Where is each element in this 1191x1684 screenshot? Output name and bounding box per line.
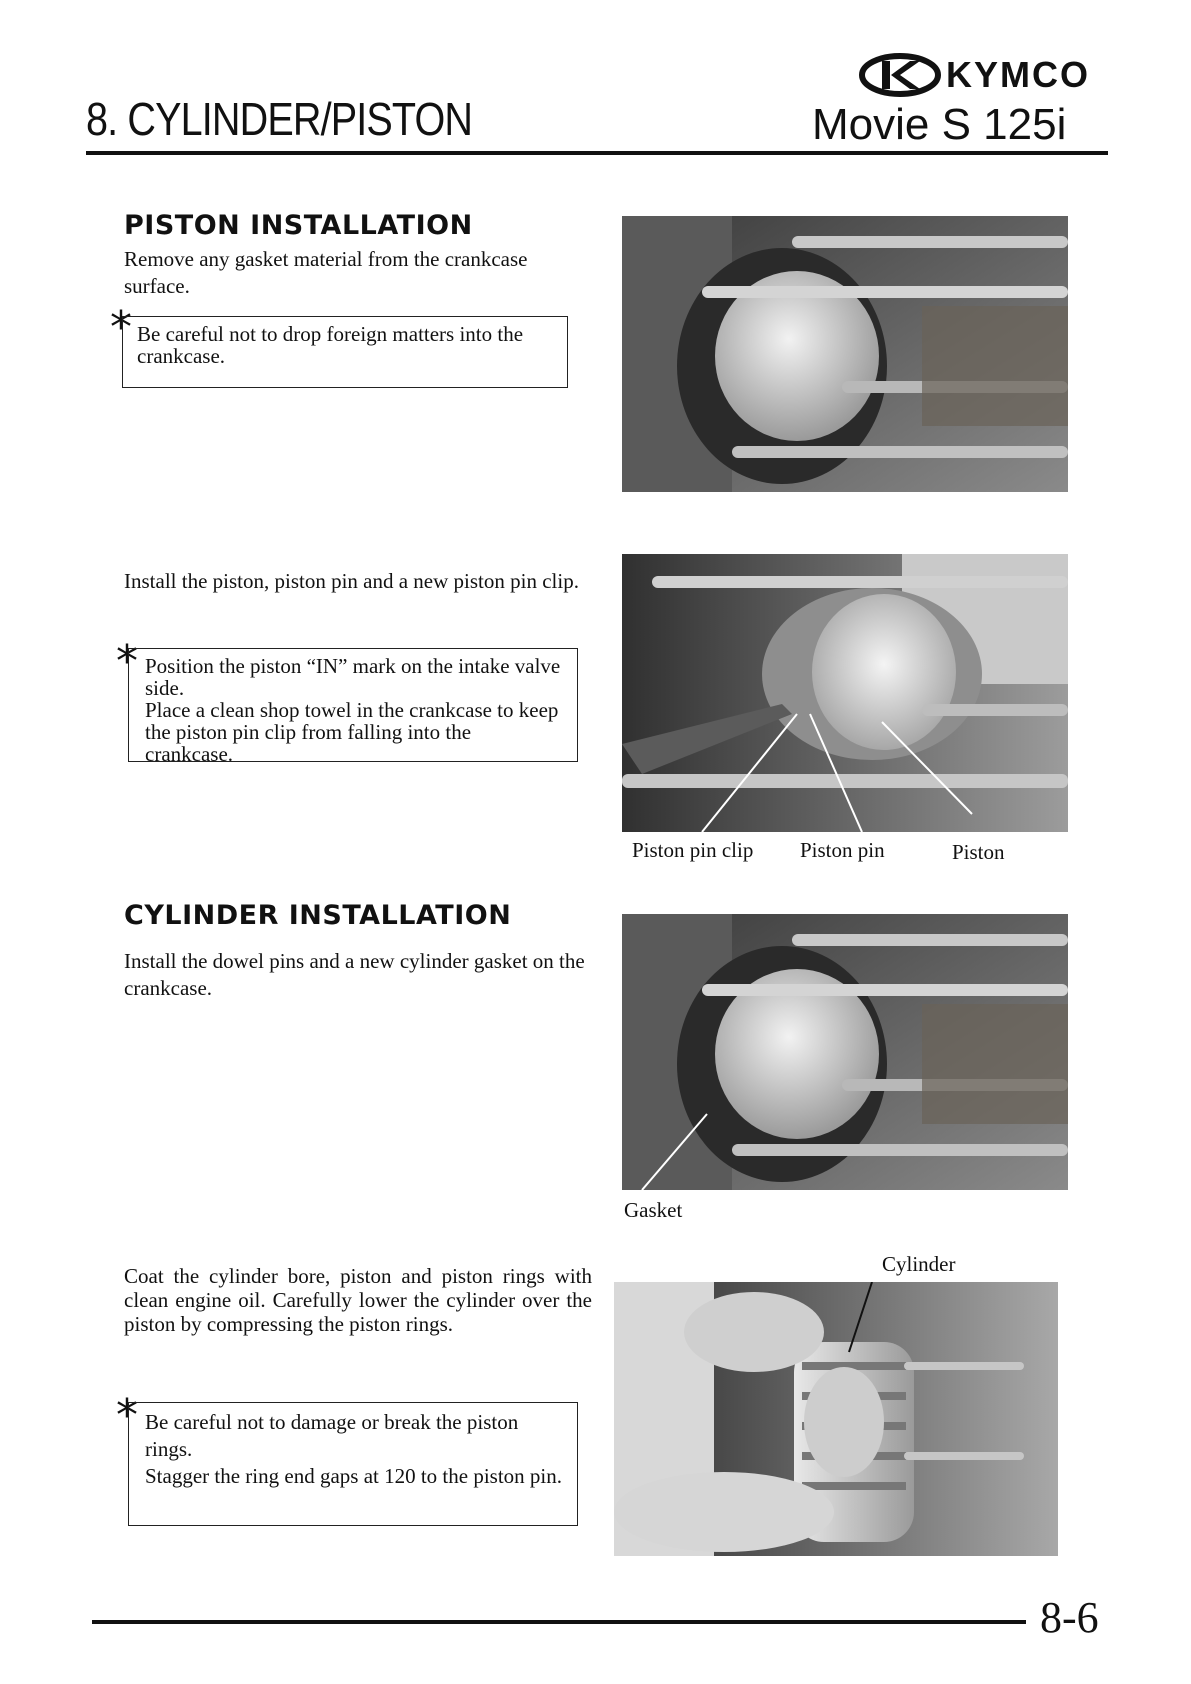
header-rule xyxy=(86,151,1108,155)
page-number: 8-6 xyxy=(1040,1593,1099,1642)
caution-note xyxy=(128,648,578,766)
step-text: Remove any gasket material from the crankcase surface. xyxy=(124,247,528,298)
note-text: Position the piston “IN” mark on the intake valve side. xyxy=(145,654,561,700)
note-marker: * xyxy=(116,636,138,687)
photo-crankcase-surface xyxy=(622,216,1068,492)
step-text: Install the dowel pins and a new cylinder gasket on the crankcase. xyxy=(124,949,585,1000)
chapter-title: 8. CYLINDER/PISTON xyxy=(86,93,473,145)
label-gasket: Gasket xyxy=(624,1198,683,1222)
note-marker: * xyxy=(110,302,132,353)
section-heading-piston-installation: PISTON INSTALLATION xyxy=(124,210,473,241)
label-piston: Piston xyxy=(952,840,1005,864)
note-marker: * xyxy=(116,1390,138,1441)
brand-logo xyxy=(858,52,1108,98)
label-piston-pin: Piston pin xyxy=(800,838,885,862)
photo-cylinder-gasket xyxy=(622,914,1068,1190)
label-cylinder: Cylinder xyxy=(882,1252,956,1276)
note-text: Be careful not to drop foreign matters into the crankcase. xyxy=(137,322,524,368)
footer-rule xyxy=(92,1620,1026,1624)
section-heading-cylinder-installation: CYLINDER INSTALLATION xyxy=(124,900,512,931)
caution-note xyxy=(122,316,568,388)
photo-piston-pin-installation xyxy=(622,554,1068,832)
caution-note xyxy=(128,1402,578,1526)
brand-name: KYMCO xyxy=(946,54,1090,95)
model-name: Movie S 125i xyxy=(812,100,1067,149)
note-text: Place a clean shop towel in the crankcase to keep the piston pin clip from falling into the crankcase. xyxy=(145,698,559,766)
note-text: Stagger the ring end gaps at 120 to the piston pin. xyxy=(145,1464,563,1488)
step-text: Coat the cylinder bore, piston and piston rings with clean engine oil. Carefully lower the cylinder over the piston by compressing the piston rings. xyxy=(124,1264,592,1336)
note-text: Be careful not to damage or break the piston rings. xyxy=(145,1410,519,1461)
kymco-emblem-icon xyxy=(858,52,942,98)
label-piston-pin-clip: Piston pin clip xyxy=(632,838,754,862)
step-text: Install the piston, piston pin and a new piston pin clip. xyxy=(124,569,579,593)
photo-cylinder-installation xyxy=(614,1282,1058,1556)
